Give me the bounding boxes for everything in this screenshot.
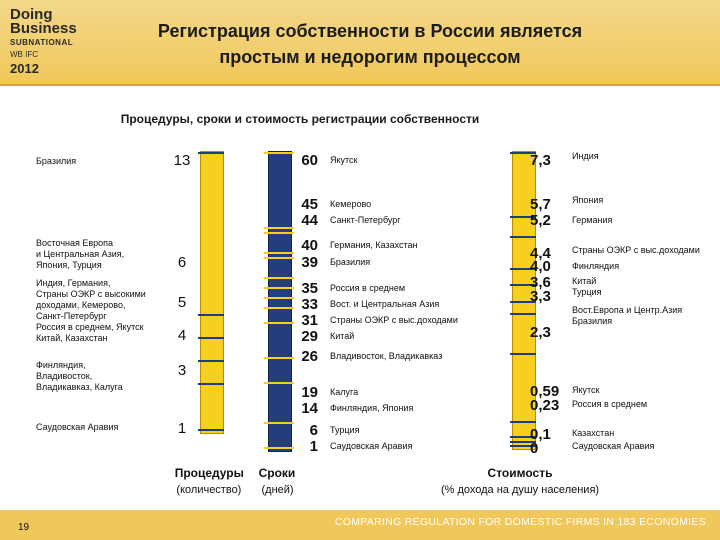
time-value-3: 40	[301, 237, 318, 254]
procedures-tick-2	[198, 337, 224, 339]
cost-tick-8	[510, 421, 536, 423]
cost-desc-6: Турция	[572, 287, 602, 297]
time-value-5: 35	[301, 280, 318, 297]
title-line2: простым и недорогим процессом	[219, 47, 521, 67]
cost-desc-2: Германия	[572, 215, 613, 225]
time-tick-9	[264, 322, 294, 324]
time-bar	[268, 151, 292, 452]
cost-desc-8: Якутск	[572, 385, 600, 395]
time-desc-2: Санкт-Петербург	[330, 215, 401, 225]
cost-desc-4: Финляндия	[572, 261, 620, 271]
logo-year: 2012	[10, 61, 39, 76]
time-desc-3: Германия, Казахстан	[330, 240, 418, 250]
time-desc-9: Владивосток, Владикавказ	[330, 351, 443, 361]
cost-desc-9: Россия в среднем	[572, 399, 648, 409]
cost-value-6: 3,3	[530, 288, 551, 305]
time-value-10: 19	[301, 384, 318, 401]
time-desc-13: Саудовская Аравия	[330, 441, 413, 451]
cost-tick-7	[510, 353, 536, 355]
time-value-7: 31	[301, 312, 318, 329]
time-value-1: 45	[301, 196, 318, 213]
time-desc-4: Бразилия	[330, 257, 371, 267]
time-value-2: 44	[301, 212, 318, 229]
cost-tick-6	[510, 313, 536, 315]
footer-procedures-unit: (количество)	[176, 484, 242, 496]
cost-value-2: 5,2	[530, 212, 551, 229]
time-tick-2	[264, 232, 294, 234]
cost-value-4: 4,0	[530, 258, 551, 275]
cost-desc-10: Казахстан	[572, 428, 615, 438]
time-desc-0: Якутск	[330, 155, 358, 165]
footer-cost: Стоимость	[487, 466, 553, 480]
cost-value-3: 4,4	[530, 245, 551, 262]
footer-cost-unit: (% дохода на душу населения)	[440, 484, 600, 496]
logo-line2: Business	[10, 20, 77, 37]
time-value-6: 33	[301, 296, 318, 313]
time-desc-5: Россия в среднем	[330, 283, 406, 293]
procedures-value-0: 13	[173, 152, 191, 169]
procedures-tick-5	[198, 429, 224, 431]
time-desc-10: Калуга	[330, 387, 359, 397]
logo-line1: Doing	[10, 6, 53, 23]
cost-value-1: 5,7	[530, 196, 551, 213]
cost-desc-1: Япония	[572, 195, 604, 205]
cost-desc-0: Индия	[572, 151, 599, 161]
cost-tick-2	[510, 236, 536, 238]
footer-procedures: Процедуры	[174, 466, 244, 480]
time-value-0: 60	[301, 152, 318, 169]
procedures-desc-5: Саудовская Аравия	[36, 422, 119, 432]
cost-value-7: 2,3	[530, 324, 551, 341]
procedures-tick-0	[198, 152, 224, 154]
cost-desc-11: Саудовская Аравия	[572, 441, 655, 451]
time-desc-11: Финляндия, Япония	[330, 403, 414, 413]
time-tick-10	[264, 357, 294, 359]
footer-units	[160, 484, 310, 496]
title-line1: Регистрация собственности в России является	[157, 21, 583, 41]
procedures-tick-3	[198, 360, 224, 362]
time-value-11: 14	[301, 400, 318, 417]
logo-line3: SUBNATIONAL	[10, 38, 74, 47]
footer-time-unit: (дней)	[261, 484, 294, 496]
footer-time: Сроки	[258, 466, 296, 480]
cost-value-8: 0,59	[530, 383, 560, 400]
procedures-desc-1: Восточная Европа и Центральная Азия, Япония, Турция	[36, 238, 125, 270]
cost-value-5: 3,6	[530, 274, 551, 291]
chart-title: Процедуры, сроки и стоимость регистрации собственности	[120, 112, 480, 126]
procedures-value-3: 4	[177, 327, 187, 344]
cost-value-0: 7,3	[530, 152, 551, 169]
procedures-tick-4	[198, 383, 224, 385]
time-tick-8	[264, 307, 294, 309]
procedures-desc-4: Финляндия, Владивосток, Владикавказ, Калуга	[36, 360, 123, 392]
page-title	[100, 18, 640, 70]
procedures-desc-0: Бразилия	[36, 156, 77, 166]
time-value-8: 29	[301, 328, 318, 345]
procedures-desc-2: Индия, Германия, Страны ОЭКР с высокими доходами, Кемерово, Санкт-Петербург	[36, 278, 146, 321]
time-value-12: 6	[309, 422, 318, 439]
time-desc-1: Кемерово	[330, 199, 372, 209]
procedures-value-1: 6	[177, 254, 187, 271]
bottom-banner	[0, 510, 720, 540]
header-banner	[0, 0, 720, 86]
cost-value-11: 0	[530, 440, 539, 457]
time-tick-5	[264, 277, 294, 279]
banner-text: COMPARING REGULATION FOR DOMESTIC FIRMS IN 183 ECONOMIES	[334, 516, 706, 528]
time-value-4: 39	[301, 254, 318, 271]
cost-desc-7: Вост.Европа и Центр.Азия Бразилия	[572, 305, 683, 326]
time-desc-6: Вост. и Центральная Азия	[330, 299, 440, 309]
procedures-value-5: 1	[177, 420, 187, 437]
doing-business-logo	[10, 8, 90, 78]
cost-value-9: 0,23	[530, 397, 560, 414]
procedures-desc-3: Россия в среднем, Якутск Китай, Казахстан	[36, 322, 144, 343]
time-tick-6	[264, 287, 294, 289]
logo-line4: WB IFC	[10, 50, 38, 59]
time-tick-11	[264, 382, 294, 384]
cost-value-10: 0,1	[530, 426, 551, 443]
procedures-tick-1	[198, 314, 224, 316]
time-desc-8: Китай	[330, 331, 355, 341]
cost-desc-3: Страны ОЭКР с выс.доходами	[572, 245, 700, 255]
time-value-9: 26	[301, 348, 318, 365]
procedures-value-4: 3	[177, 362, 187, 379]
cost-desc-5: Китай	[572, 276, 597, 286]
time-desc-12: Турция	[330, 425, 360, 435]
time-desc-7: Страны ОЭКР с выс.доходами	[330, 315, 458, 325]
procedures-value-2: 5	[177, 294, 187, 311]
footer-procedures-time	[160, 466, 310, 480]
procedures-bar	[200, 151, 224, 434]
time-value-13: 1	[309, 438, 318, 455]
page-number: 19	[18, 522, 30, 533]
time-tick-7	[264, 297, 294, 299]
